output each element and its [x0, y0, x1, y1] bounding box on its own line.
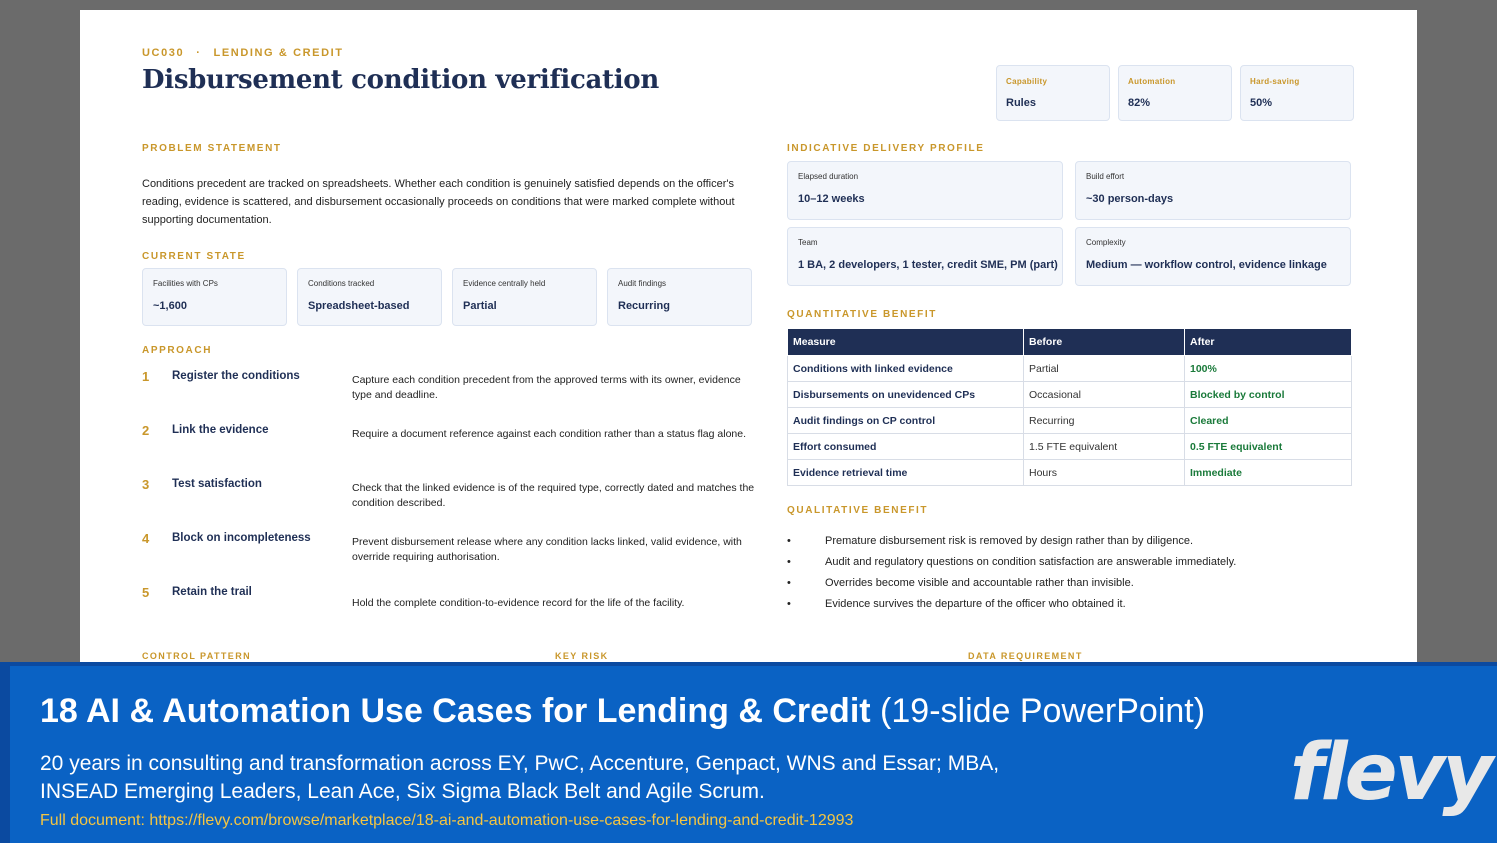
list-item — [787, 556, 1367, 577]
step-title: Link the evidence — [172, 424, 269, 436]
after-cell: 100% — [1185, 356, 1352, 382]
table-row — [788, 434, 1352, 460]
problem-text: Conditions precedent are tracked on spreadsheets. Whether each condition is genuinely satisfied depends on the officer's reading, evidence is scattered, and disbursement occasionally proceeds on conditions that were marked complete without supporting documentation. — [142, 178, 735, 226]
card-value: Recurring — [618, 300, 670, 312]
card-label: Facilities with CPs — [153, 279, 218, 288]
table-row — [788, 460, 1352, 486]
card-value: 1 BA, 2 developers, 1 tester, credit SME, PM (part) — [798, 259, 1058, 271]
current-state-heading: CURRENT STATE — [142, 251, 246, 262]
bullet-icon: • — [787, 577, 791, 589]
delivery-card — [787, 161, 1063, 220]
kpi-automation — [1118, 65, 1232, 121]
eyebrow-separator: · — [196, 47, 202, 59]
current-state-card — [452, 268, 597, 326]
list-item-text: Overrides become visible and accountable rather than invisible. — [825, 577, 1134, 589]
before-cell: Recurring — [1024, 408, 1185, 434]
before-cell: 1.5 FTE equivalent — [1024, 434, 1185, 460]
bullet-icon: • — [787, 535, 791, 547]
banner-title — [40, 692, 1205, 731]
key-risk-heading: KEY RISK — [555, 651, 609, 661]
measure-cell: Conditions with linked evidence — [788, 356, 1024, 382]
use-case-code: UC030 — [142, 47, 185, 59]
current-state-card — [297, 268, 442, 326]
after-cell: 0.5 FTE equivalent — [1185, 434, 1352, 460]
problem-heading: PROBLEM STATEMENT — [142, 143, 282, 154]
delivery-heading: INDICATIVE DELIVERY PROFILE — [787, 143, 985, 154]
qualitative-heading: QUALITATIVE BENEFIT — [787, 505, 929, 516]
step-number: 3 — [142, 477, 150, 492]
delivery-card — [1075, 227, 1351, 286]
document-link[interactable]: Full document: https://flevy.com/browse/marketplace/18-ai-and-automation-use-cases-for-lending-and-credit-12993 — [40, 812, 854, 829]
card-value: ~1,600 — [153, 300, 187, 312]
current-state-card — [142, 268, 287, 326]
kpi-label: Automation — [1128, 77, 1176, 86]
step-description: Check that the linked evidence is of the required type, correctly dated and matches the condition described. — [352, 482, 755, 509]
kpi-hard-saving — [1240, 65, 1354, 121]
list-item-text: Evidence survives the departure of the officer who obtained it. — [825, 598, 1126, 610]
before-cell: Occasional — [1024, 382, 1185, 408]
kpi-capability — [996, 65, 1110, 121]
step-title: Test satisfaction — [172, 478, 262, 490]
quantitative-table — [787, 328, 1352, 486]
kpi-label: Capability — [1006, 77, 1048, 86]
table-row — [788, 382, 1352, 408]
list-item-text: Audit and regulatory questions on condition satisfaction are answerable immediately. — [825, 556, 1237, 568]
use-case-category: LENDING & CREDIT — [213, 47, 344, 59]
column-header: After — [1185, 329, 1352, 356]
promo-banner — [0, 662, 1497, 843]
after-cell: Immediate — [1185, 460, 1352, 486]
before-cell: Partial — [1024, 356, 1185, 382]
step-title: Block on incompleteness — [172, 532, 311, 544]
data-requirement-heading: DATA REQUIREMENT — [968, 651, 1083, 661]
card-value: Spreadsheet-based — [308, 300, 410, 312]
column-header: Measure — [788, 329, 1024, 356]
card-label: Audit findings — [618, 279, 667, 288]
list-item — [787, 577, 1367, 598]
delivery-card — [1075, 161, 1351, 220]
card-label: Elapsed duration — [798, 172, 859, 181]
banner-stripe — [0, 666, 10, 843]
step-description: Prevent disbursement release where any condition lacks linked, valid evidence, with override requiring authorisation. — [352, 536, 742, 563]
card-label: Build effort — [1086, 172, 1125, 181]
flevy-logo: flevy — [1290, 728, 1491, 818]
approach-heading: APPROACH — [142, 345, 213, 356]
slide — [80, 10, 1417, 670]
eyebrow — [142, 47, 344, 59]
measure-cell: Disbursements on unevidenced CPs — [788, 382, 1024, 408]
card-label: Evidence centrally held — [463, 279, 546, 288]
list-item — [787, 598, 1367, 619]
step-number: 4 — [142, 531, 150, 546]
table-row — [788, 408, 1352, 434]
banner-title-bold: 18 AI & Automation Use Cases for Lending & Credit — [40, 692, 871, 730]
step-number: 2 — [142, 423, 150, 438]
table-row — [788, 356, 1352, 382]
kpi-value: 50% — [1250, 97, 1273, 109]
banner-title-light: (19-slide PowerPoint) — [880, 692, 1206, 730]
kpi-label: Hard-saving — [1250, 77, 1300, 86]
after-cell: Blocked by control — [1185, 382, 1352, 408]
quantitative-heading: QUANTITATIVE BENEFIT — [787, 309, 937, 320]
measure-cell: Evidence retrieval time — [788, 460, 1024, 486]
measure-cell: Audit findings on CP control — [788, 408, 1024, 434]
banner-subtitle: 20 years in consulting and transformation across EY, PwC, Accenture, Genpact, WNS and Essar; MBA, INSEAD Emerging Leaders, Lean Ace, Six Sigma Black Belt and Agile Scrum. — [40, 752, 1000, 803]
card-label: Complexity — [1086, 238, 1126, 247]
delivery-card — [787, 227, 1063, 286]
step-number: 1 — [142, 369, 150, 384]
qualitative-list — [787, 535, 1367, 619]
step-title: Retain the trail — [172, 586, 252, 598]
step-description: Hold the complete condition-to-evidence record for the life of the facility. — [352, 597, 685, 609]
measure-cell: Effort consumed — [788, 434, 1024, 460]
card-value: 10–12 weeks — [798, 193, 865, 205]
after-cell: Cleared — [1185, 408, 1352, 434]
step-title: Register the conditions — [172, 370, 300, 382]
step-description: Require a document reference against each condition rather than a status flag alone. — [352, 428, 747, 440]
card-label: Conditions tracked — [308, 279, 375, 288]
card-label: Team — [798, 238, 818, 247]
current-state-card — [607, 268, 752, 326]
card-value: Medium — workflow control, evidence linkage — [1086, 259, 1327, 271]
table-header-row — [788, 329, 1352, 356]
list-item — [787, 535, 1367, 556]
kpi-value: Rules — [1006, 97, 1036, 109]
control-pattern-heading: CONTROL PATTERN — [142, 651, 251, 661]
list-item-text: Premature disbursement risk is removed by design rather than by diligence. — [825, 535, 1194, 547]
bullet-icon: • — [787, 556, 791, 568]
step-number: 5 — [142, 585, 150, 600]
page-title: Disbursement condition verification — [142, 65, 659, 95]
before-cell: Hours — [1024, 460, 1185, 486]
bullet-icon: • — [787, 598, 791, 610]
step-description: Capture each condition precedent from the approved terms with its owner, evidence type and deadline. — [352, 374, 741, 401]
column-header: Before — [1024, 329, 1185, 356]
kpi-value: 82% — [1128, 97, 1151, 109]
card-value: ~30 person-days — [1086, 193, 1174, 205]
card-value: Partial — [463, 300, 497, 312]
